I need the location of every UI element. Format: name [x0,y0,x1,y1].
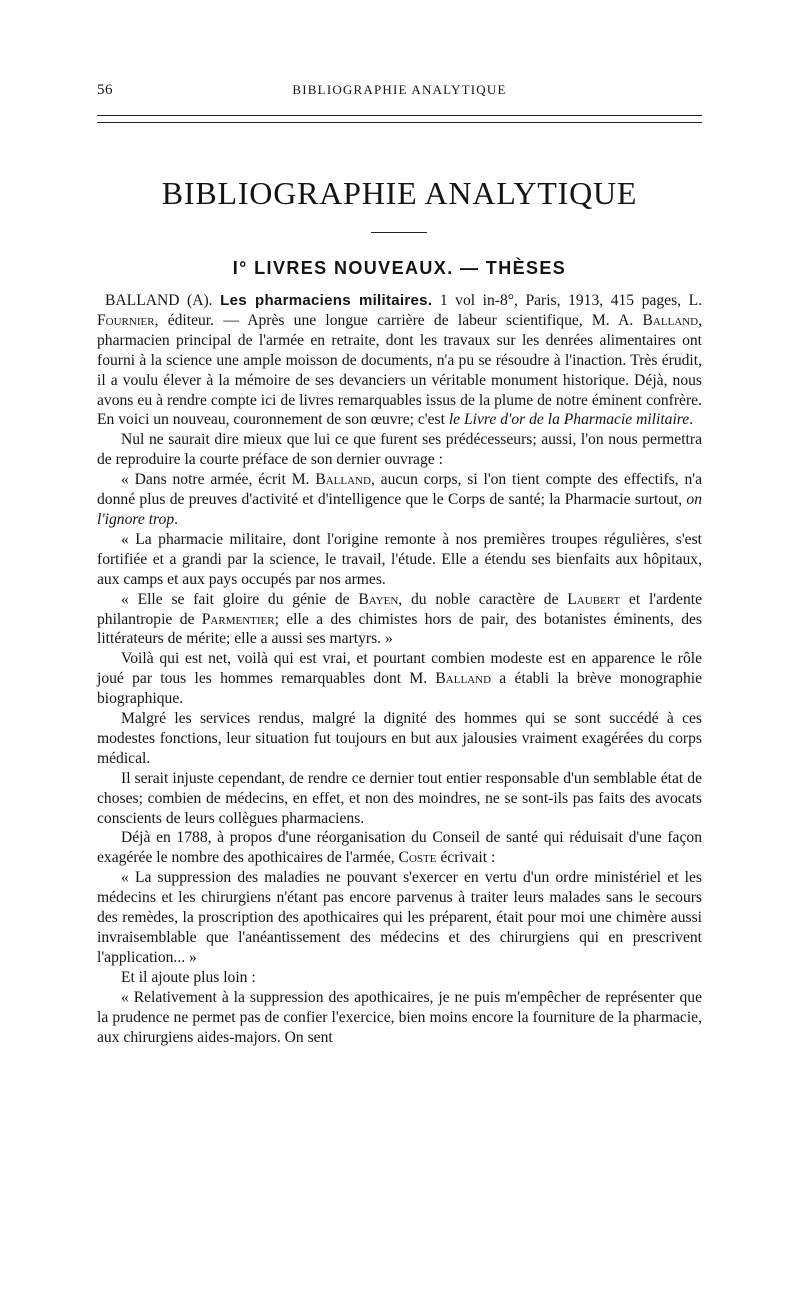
entry-text: , pharmacien principal de l'armée en retraite, dont les travaux sur les denrées alimentaires ont fourni à la science une ample moisson de documents, n'a pu se résoudre à l'inaction. Très érudit, il a voulu élever à la mémoire de ses devanciers un véritable monument historique. Déjà, nous avons eu à rendre compte ici de livres remarquables issus de la plume de notre éminent confrère. En voici un nouveau, couronnement de son œuvre; c'est [97,311,702,429]
author-name: Balland [435,670,492,688]
italic-title: le Livre d'or de la Pharmacie militaire [448,411,690,429]
text: Voilà qui est net, voilà qui est vrai, et pourtant combien modeste est en apparence le rôle joué par tous les hommes remarquables dont M. [97,650,702,688]
paragraph: Il serait injuste cependant, de rendre ce dernier tout entier responsable d'un semblable état de choses; combien de médecins, en effet, et non des moindres, ne se sont-ils pas faits des avocats conscients de leurs collègues pharmaciens. [97,769,702,827]
entry-text: , éditeur. — Après une longue carrière de labeur scientifique, M. A. [154,311,643,329]
section-heading: I° LIVRES NOUVEAUX. — THÈSES [232,258,567,278]
entry-text: 1 vol in-8°, Paris, 1913, 415 pages, L. [432,292,702,309]
paragraph: Malgré les services rendus, malgré la dignité des hommes qui se sont succédé à ces modestes fonctions, leur situation fut toujours en but aux jalousies vraiment exagérées du corps médical. [97,710,702,767]
entry-author: BALLAND (A). [105,292,213,309]
italic-text: on l'ignore trop [97,491,702,528]
running-head: BIBLIOGRAPHIE ANALYTIQUE [292,82,507,97]
person-name: Laubert [567,590,621,608]
text: « Elle se fait gloire du génie de [121,590,359,608]
author-name: Balland [315,471,371,489]
paragraph [97,649,702,709]
quote-paragraph [97,470,702,530]
page-title: BIBLIOGRAPHIE ANALYTIQUE [161,175,638,211]
entry-paragraph [97,291,702,430]
person-name: Bayen [358,590,399,608]
text: , du noble caractère de [398,590,568,608]
quote-paragraph: « La pharmacie militaire, dont l'origine remonte à nos premières troupes régulières, s'est fortifiée et a grandi par la science, le travail, l'étude. Elle a étendu ses bienfaits aux hôpitaux, aux camps et aux pays occupés par nos armes. [97,530,702,588]
quote-paragraph [97,590,702,650]
header-rule-top [97,115,702,116]
article-body [97,291,702,1047]
title-divider [371,232,427,233]
author-name: Balland [642,311,699,329]
paragraph: Et il ajoute plus loin : [121,968,256,986]
text: et l'ardente philantropie de [97,590,702,628]
quote-paragraph: « La suppression des maladies ne pouvant s'exercer en vertu d'un ordre ministériel et les médecins et les chirurgiens n'étant pas encore parvenus à traiter leurs malades sans le secours des remèdes, la proscription des apothicaires qui les préparent, était pour moi une chimère aussi invraisemblable que l'anéantissement des médecins et des chirurgiens qui en prescrivent l'application... » [97,869,702,966]
text: Déjà en 1788, à propos d'une réorganisation du Conseil de santé qui réduisait d'une façon exagérée le nombre des apothicaires de l'armée, [97,829,702,867]
book-title: Les pharmaciens militaires. [220,292,433,309]
publisher-name: Fournier [97,311,155,329]
header-rule-bottom [97,122,702,123]
page-number: 56 [97,82,113,98]
text: « Dans notre armée, écrit M. [121,471,316,489]
text: . [174,510,179,528]
paragraph: Nul ne saurait dire mieux que lui ce que furent ses prédécesseurs; aussi, l'on nous permettra de reproduire la courte préface de son dernier ouvrage : [97,431,702,469]
text: ; elle a des chimistes hors de pair, des botanistes éminents, des littérateurs de mérite; elle a aussi ses martyrs. » [97,610,702,648]
text: écrivait : [436,849,496,867]
person-name: Parmentier [201,610,275,628]
entry-text: . [689,411,694,429]
text: a établi la brève monographie biographique. [97,670,702,708]
person-name: Coste [398,849,437,867]
paragraph [97,828,702,868]
quote-paragraph: « Relativement à la suppression des apothicaires, je ne puis m'empêcher de représenter que la prudence ne permet pas de confier l'exercice, bien moins encore la fourniture de la pharmacie, aux chirurgiens aides-majors. On sent [97,988,702,1046]
text: , aucun corps, si l'on tient compte des effectifs, n'a donné plus de preuves d'activité et d'intelligence que le Corps de santé; la Pharmacie surtout, [97,471,702,509]
page-header [97,82,702,106]
